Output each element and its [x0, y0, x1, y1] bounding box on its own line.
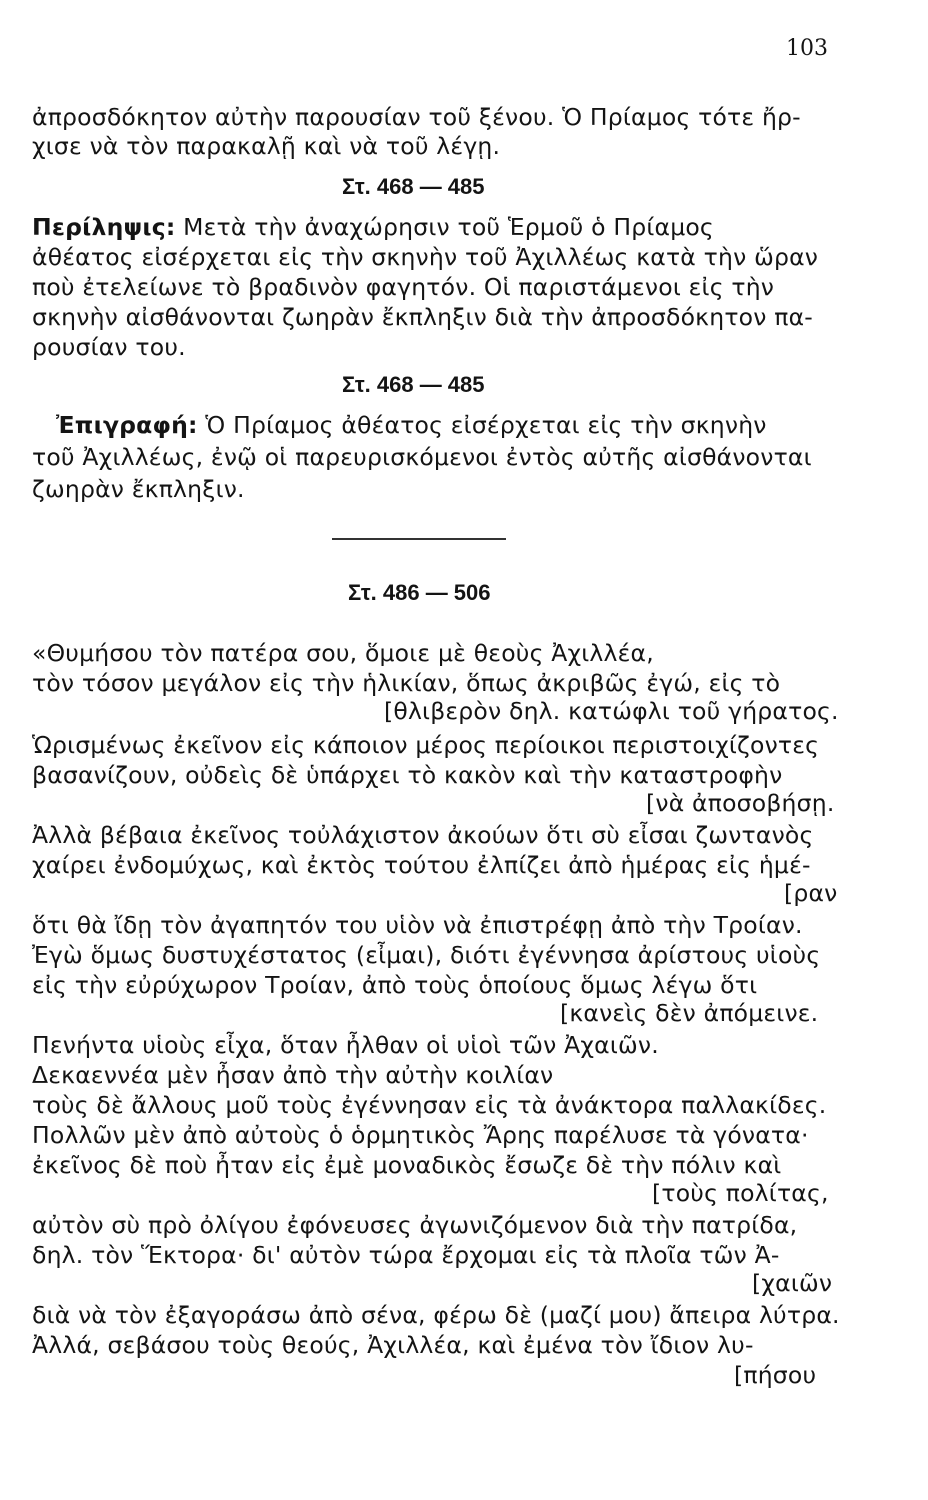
summary-line: σκηνὴν αἰσθάνονται ζωηρὰν ἔκπληξιν διὰ τὴν ἀπροσδόκητον πα-: [32, 303, 813, 331]
verse-continuation: [τοὺς πολίτας,: [652, 1179, 829, 1207]
intro-line: χισε νὰ τὸν παρακαλῇ καὶ νὰ τοῦ λέγῃ.: [32, 132, 501, 160]
verse-line: τοὺς δὲ ἄλλους μοῦ τοὺς ἐγέννησαν εἰς τὰ ἀνάκτορα παλλακίδες.: [32, 1091, 827, 1119]
verse-line: βασανίζουν, οὐδεὶς δὲ ὑπάρχει τὸ κακὸν καὶ τὴν καταστροφὴν: [32, 761, 783, 789]
inscription-first-line: [56, 410, 767, 440]
verse-line: Πολλῶν μὲν ἀπὸ αὐτοὺς ὁ ὁρμητικὸς Ἄρης παρέλυσε τὰ γόνατα·: [32, 1121, 809, 1149]
verse-continuation: [πήσου: [734, 1361, 817, 1389]
section-divider: [332, 538, 506, 540]
verse-line: εἰς τὴν εὐρύχωρον Τροίαν, ἀπὸ τοὺς ὁποίους ὅμως λέγω ὅτι: [32, 971, 758, 999]
summary-text: Μετὰ τὴν ἀναχώρησιν τοῦ Ἑρμοῦ ὁ Πρίαμος: [175, 213, 714, 241]
verse-continuation: [χαιῶν: [752, 1269, 833, 1297]
intro-line: ἀπροσδόκητον αὐτὴν παρουσίαν τοῦ ξένου. Ὁ Πρίαμος τότε ἤρ-: [32, 103, 801, 131]
verse-line: «Θυμήσου τὸν πατέρα σου, ὅμοιε μὲ θεοὺς Ἀχιλλέα,: [32, 639, 654, 667]
verse-line: αὐτὸν σὺ πρὸ ὀλίγου ἐφόνευσες ἀγωνιζόμενον διὰ τὴν πατρίδα,: [32, 1211, 798, 1239]
verse-line: διὰ νὰ τὸν ἐξαγοράσω ἀπὸ σένα, φέρω δὲ (μαζί μου) ἄπειρα λύτρα.: [32, 1301, 840, 1329]
inscription-line: ζωηρὰν ἔκπληξιν.: [32, 475, 245, 503]
verse-continuation: [νὰ ἀποσοβήσῃ.: [646, 789, 835, 817]
verse-line: Ὡρισμένως ἐκεῖνον εἰς κάποιον μέρος περίοικοι περιστοιχίζοντες: [32, 731, 820, 759]
summary-line: ἀθέατος εἰσέρχεται εἰς τὴν σκηνὴν τοῦ Ἀχιλλέως κατὰ τὴν ὥραν: [32, 243, 819, 271]
summary-first-line: [32, 212, 714, 242]
verse-continuation: [θλιβερὸν δηλ. κατώφλι τοῦ γήρατος.: [384, 697, 839, 725]
summary-line: ρουσίαν του.: [32, 333, 186, 361]
inscription-label: Ἐπιγραφή:: [56, 411, 198, 439]
summary-line: ποὺ ἐτελείωνε τὸ βραδινὸν φαγητόν. Οἱ παριστάμενοι εἰς τὴν: [32, 273, 775, 301]
verse-line: ὅτι θὰ ἴδῃ τὸν ἀγαπητόν του υἱὸν νὰ ἐπιστρέφῃ ἀπὸ τὴν Τροίαν.: [32, 911, 803, 939]
section-heading: Στ. 486 — 506: [348, 580, 491, 605]
verse-line: ἐκεῖνος δὲ ποὺ ἦταν εἰς ἐμὲ μοναδικὸς ἔσωζε δὲ τὴν πόλιν καὶ: [32, 1151, 782, 1179]
verse-line: δηλ. τὸν Ἕκτορα· δι' αὐτὸν τώρα ἔρχομαι εἰς τὰ πλοῖα τῶν Ἀ-: [32, 1241, 780, 1269]
inscription-text: Ὁ Πρίαμος ἀθέατος εἰσέρχεται εἰς τὴν σκηνὴν: [197, 411, 767, 439]
verse-line: χαίρει ἐνδομύχως, καὶ ἐκτὸς τούτου ἐλπίζει ἀπὸ ἡμέρας εἰς ἡμέ-: [32, 851, 811, 879]
summary-label: Περίληψις:: [32, 213, 176, 241]
verse-continuation: [κανεὶς δὲν ἀπόμεινε.: [560, 999, 819, 1027]
verse-line: Ἀλλά, σεβάσου τοὺς θεούς, Ἀχιλλέα, καὶ ἐμένα τὸν ἴδιον λυ-: [32, 1331, 754, 1359]
verse-line: Ἀλλὰ βέβαια ἐκεῖνος τοὐλάχιστον ἀκούων ὅτι σὺ εἶσαι ζωντανὸς: [32, 821, 814, 849]
section-heading: Στ. 468 — 485: [342, 174, 485, 199]
verse-line: Ἐγὼ ὅμως δυστυχέστατος (εἶμαι), διότι ἐγέννησα ἀρίστους υἱοὺς: [32, 941, 821, 969]
verse-line: Πενήντα υἱοὺς εἶχα, ὅταν ἦλθαν οἱ υἱοὶ τῶν Ἀχαιῶν.: [32, 1031, 659, 1059]
section-heading: Στ. 468 — 485: [342, 372, 485, 397]
page-number: 103: [786, 36, 828, 61]
inscription-line: τοῦ Ἀχιλλέως, ἐνῷ οἱ παρευρισκόμενοι ἐντὸς αὐτῆς αἰσθάνονται: [32, 443, 812, 471]
verse-line: Δεκαεννέα μὲν ἦσαν ἀπὸ τὴν αὐτὴν κοιλίαν: [32, 1061, 554, 1089]
verse-line: τὸν τόσον μεγάλον εἰς τὴν ἡλικίαν, ὅπως ἀκριβῶς ἐγώ, εἰς τὸ: [32, 669, 781, 697]
verse-continuation: [ραν: [784, 879, 838, 907]
